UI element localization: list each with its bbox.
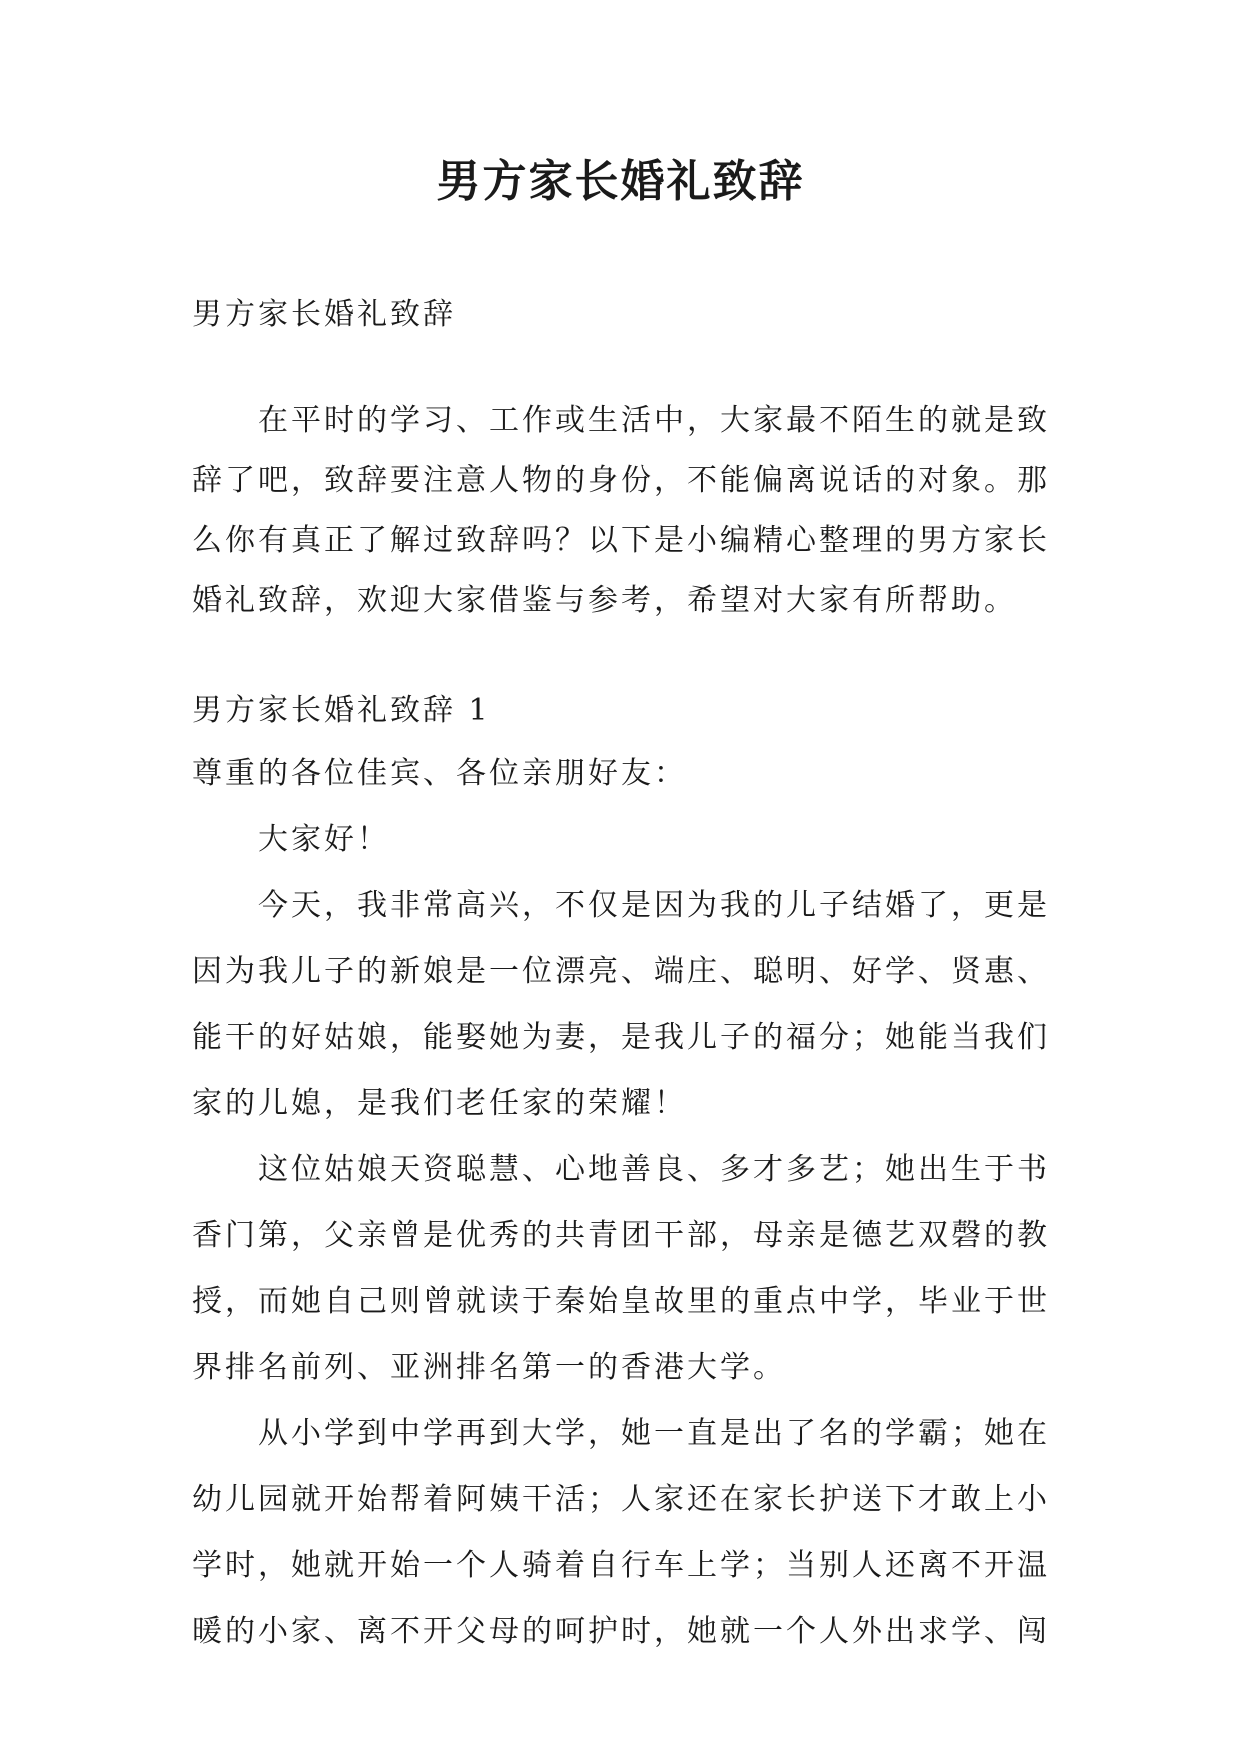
intro-paragraph: 在平时的学习、工作或生活中，大家最不陌生的就是致辞了吧，致辞要注意人物的身份，不能偏离说话的对象。那么你有真正了解过致辞吗？以下是小编精心整理的男方家长婚礼致辞，欢迎大家借鉴与参考，希望对大家有所帮助。 bbox=[192, 403, 1050, 618]
document-body bbox=[192, 285, 1072, 1665]
document-title: 男方家长婚礼致辞 bbox=[436, 156, 805, 207]
body-paragraph: 今天，我非常高兴，不仅是因为我的儿子结婚了，更是因为我儿子的新娘是一位漂亮、端庄、聪明、好学、贤惠、能干的好姑娘，能娶她为妻，是我儿子的福分；她能当我们家的儿媳，是我们老任家的荣耀！ bbox=[192, 888, 1050, 1121]
document-subtitle: 男方家长婚礼致辞 bbox=[192, 297, 456, 332]
body-paragraph: 这位姑娘天资聪慧、心地善良、多才多艺；她出生于书香门第，父亲曾是优秀的共青团干部，母亲是德艺双磬的教授，而她自己则曾就读于秦始皇故里的重点中学，毕业于世界排名前列、亚洲排名第一的香港大学。 bbox=[192, 1152, 1050, 1385]
body-paragraph: 从小学到中学再到大学，她一直是出了名的学霸；她在幼儿园就开始帮着阿姨干活；人家还在家长护送下才敢上小学时，她就开始一个人骑着自行车上学；当别人还离不开温暖的小家、离不开父母的呵护时，她就一个人外出求学、闯 bbox=[192, 1416, 1050, 1649]
salutation: 尊重的各位佳宾、各位亲朋好友： bbox=[192, 756, 687, 791]
section-heading: 男方家长婚礼致辞 1 bbox=[192, 693, 491, 728]
greeting-paragraph: 大家好！ bbox=[258, 822, 390, 857]
